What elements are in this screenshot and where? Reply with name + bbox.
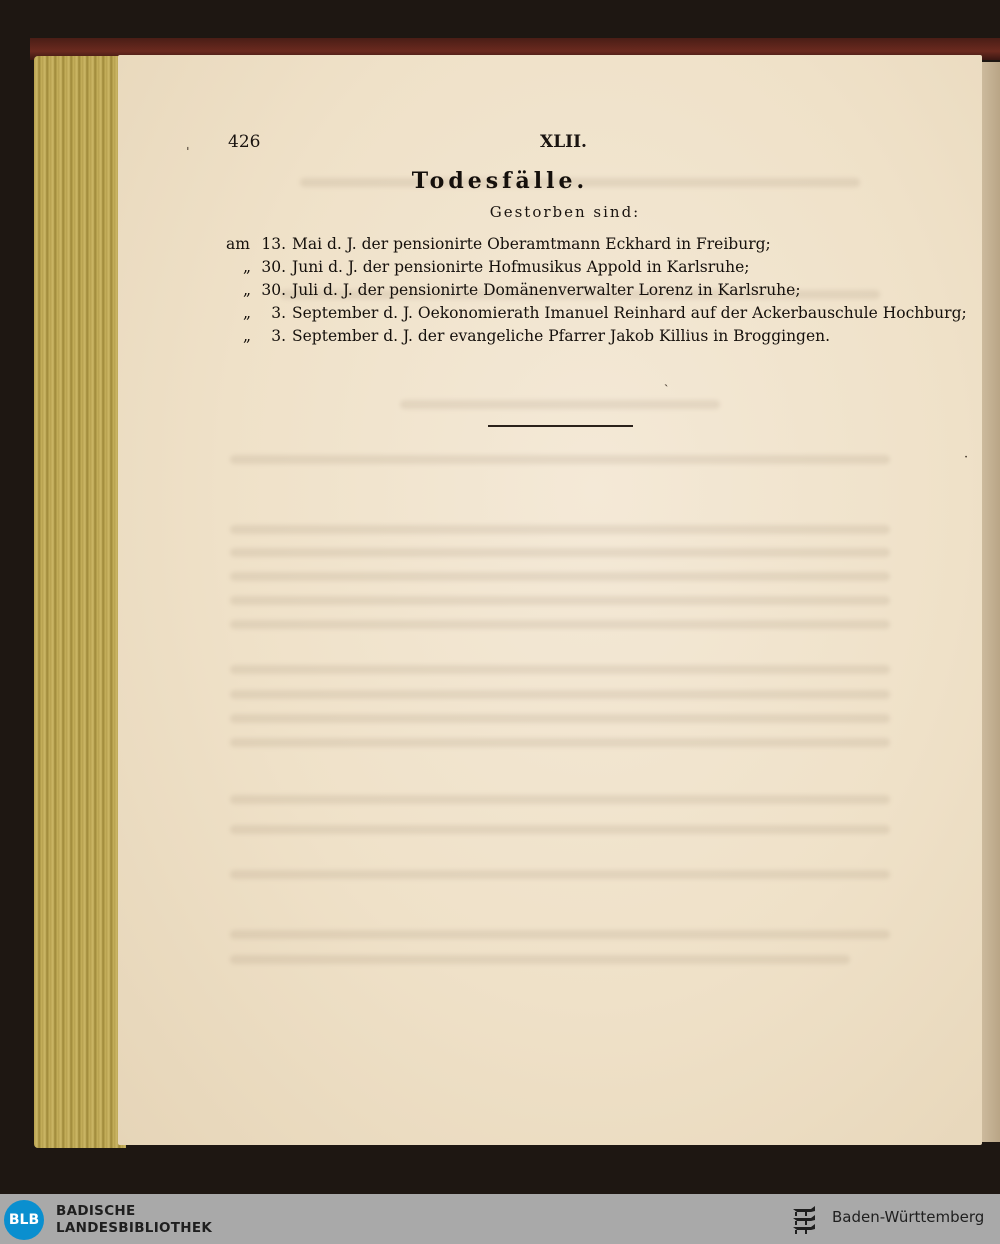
entry-text: September d. J. der evangeliche Pfarrer Jakob Killius in Broggingen. — [292, 326, 831, 345]
entry-text: Mai d. J. der pensionirte Oberamtmann Eckhard in Freiburg; — [292, 234, 771, 253]
entry-day: 30. — [261, 280, 286, 299]
bleed-through — [230, 738, 890, 747]
section-number: XLII. — [540, 132, 587, 152]
bleed-through — [230, 795, 890, 804]
list-item — [226, 255, 967, 278]
paper-speck: ˏ — [664, 373, 669, 388]
paper-speck: ˈ — [186, 146, 190, 161]
blb-logo[interactable]: BLB — [4, 1200, 44, 1240]
bleed-through — [230, 572, 890, 581]
bleed-through — [230, 525, 890, 534]
library-name-line2: LANDESBIBLIOTHEK — [56, 1220, 213, 1236]
bleed-through — [230, 690, 890, 699]
entry-prefix: „ — [242, 326, 252, 345]
bleed-through — [230, 455, 890, 464]
entry-day: 30. — [261, 257, 286, 276]
entry-prefix: am — [226, 234, 250, 253]
bleed-through — [230, 714, 890, 723]
list-item — [226, 278, 967, 301]
bleed-through — [230, 665, 890, 674]
state-name[interactable]: Baden-Württemberg — [832, 1208, 985, 1226]
entry-day: 3. — [271, 326, 286, 345]
page-heading: Todesfälle. — [411, 168, 589, 194]
entry-prefix: „ — [242, 257, 252, 276]
entry-prefix: „ — [242, 303, 252, 322]
death-notices-list — [226, 232, 967, 347]
paper-speck: · — [964, 450, 969, 465]
library-name[interactable] — [56, 1203, 212, 1237]
section-divider — [488, 425, 633, 427]
entry-text: September d. J. Oekonomierath Imanuel Reinhard auf der Ackerbauschule Hochburg; — [292, 303, 967, 322]
bleed-through — [230, 955, 850, 964]
list-item — [226, 324, 967, 347]
entry-day: 3. — [271, 303, 286, 322]
library-name-line1: BADISCHE — [56, 1203, 136, 1219]
bleed-through — [400, 400, 720, 409]
bleed-through — [230, 596, 890, 605]
bleed-through — [230, 620, 890, 629]
bleed-through — [230, 930, 890, 939]
bleed-through — [230, 870, 890, 879]
page-subheading: Gestorben sind: — [489, 203, 641, 221]
footer-bar — [0, 1194, 1000, 1244]
entry-text: Juli d. J. der pensionirte Domänenverwalter Lorenz in Karlsruhe; — [292, 280, 801, 299]
bleed-through — [230, 548, 890, 557]
lions-crest-icon — [790, 1203, 822, 1235]
entry-prefix: „ — [242, 280, 252, 299]
list-item — [226, 301, 967, 324]
entry-text: Juni d. J. der pensionirte Hofmusikus Appold in Karlsruhe; — [292, 257, 750, 276]
list-item — [226, 232, 967, 255]
entry-day: 13. — [261, 234, 286, 253]
page-number: 426 — [228, 132, 261, 152]
bleed-through — [230, 825, 890, 834]
